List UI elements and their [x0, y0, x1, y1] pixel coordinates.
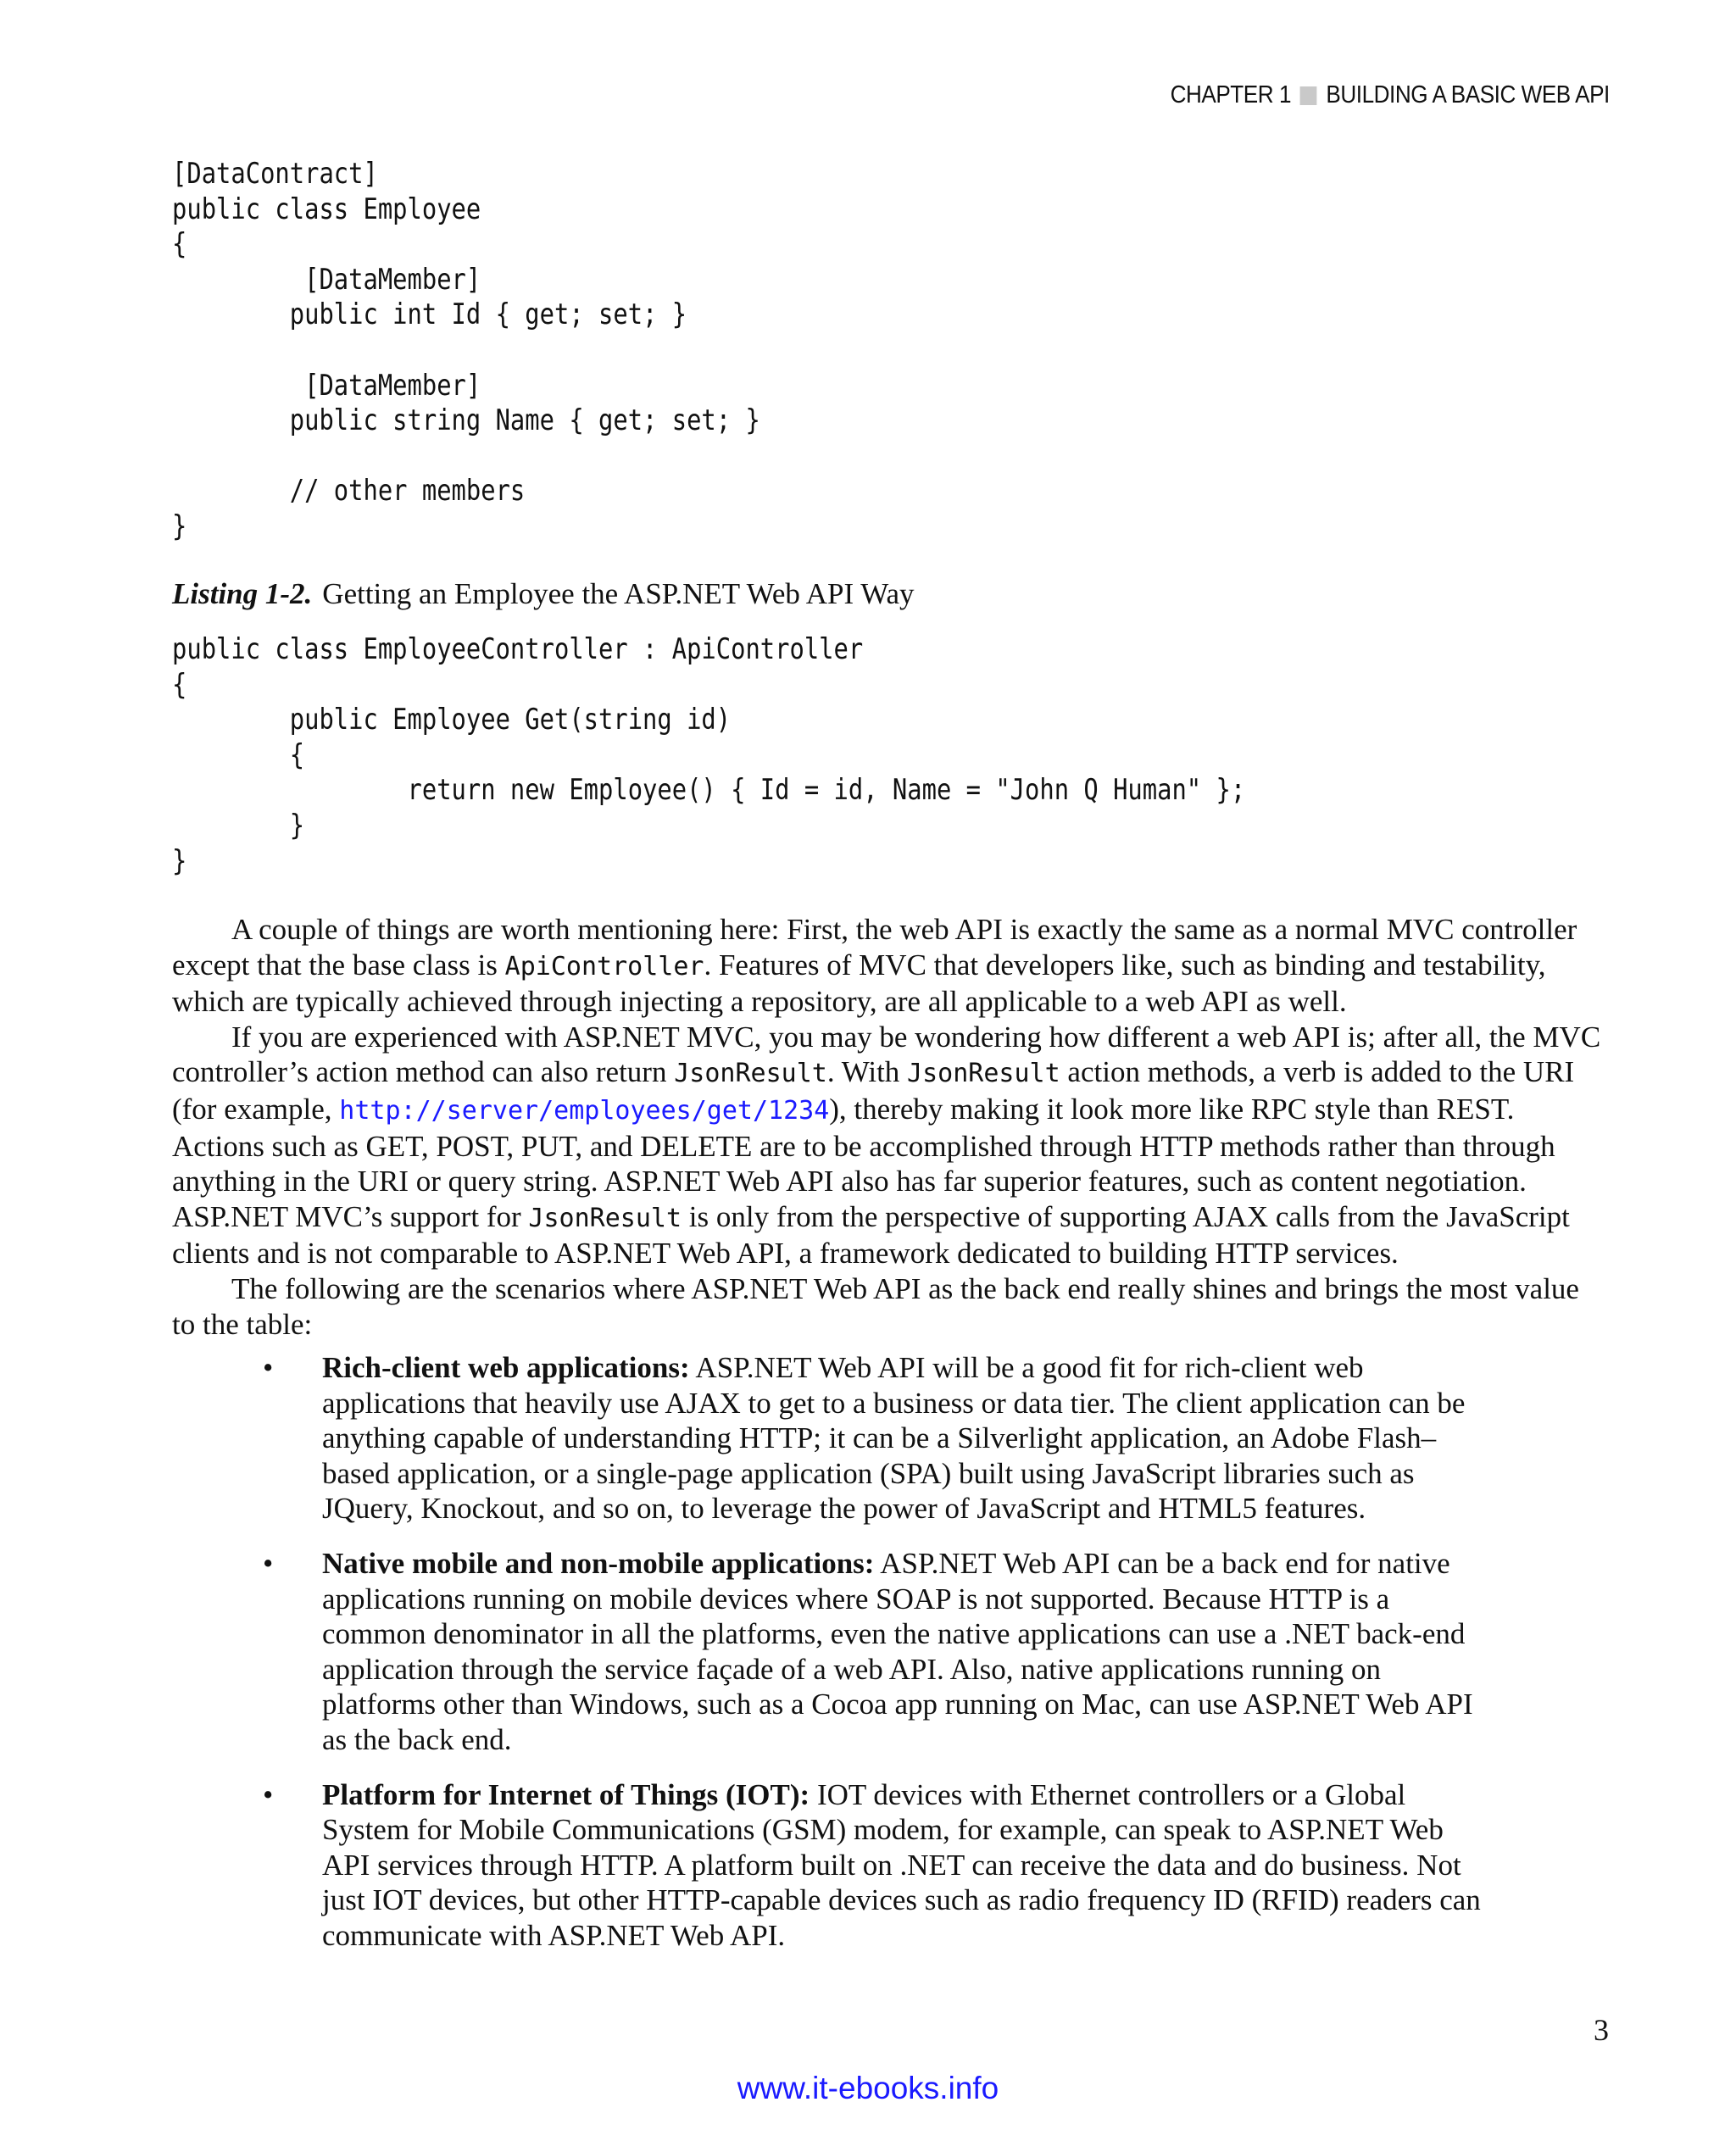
code-line: public class Employee — [172, 192, 481, 225]
bullet-icon: • — [263, 1351, 274, 1384]
bullet-icon: • — [263, 1777, 274, 1811]
list-item — [263, 1777, 1483, 1954]
code-line: public Employee Get(string id) — [172, 703, 732, 737]
chapter-title: BUILDING A BASIC WEB API — [1326, 81, 1610, 108]
text-run: action methods, a verb is added to the URI (for example, — [172, 1055, 1575, 1126]
bullet-text: ASP.NET Web API will be a good fit for rich-client web applications that heavily use AJAX to get to a business or data tier. The client application can be anything capable of understanding HTTP; it can be a Silverlight application, an Adobe Flash–based application, or a single-page application (SPA) built using JavaScript libraries such as JQuery, Knockout, and so on, to leverage the power of JavaScript and HTML5 features. — [322, 1351, 1466, 1526]
list-item — [263, 1546, 1483, 1758]
text-run: is only from the perspective of supporting AJAX calls from the JavaScript clients and is not comparable to ASP.NET Web API, a framework dedicated to building HTTP services. — [172, 1199, 1570, 1271]
bullet-text: IOT devices with Ethernet controllers or a Global System for Mobile Communications (GSM) modem, for example, can speak to ASP.NET Web API services through HTTP. A platform built on .NET can receive the data and do business. Not just IOT devices, but other HTTP-capable devices such as radio frequency ID (RFID) readers can communicate with ASP.NET Web API. — [322, 1777, 1481, 1952]
listing-label: Listing 1-2. — [172, 577, 313, 610]
code-line: { — [172, 667, 187, 701]
paragraph — [172, 912, 1605, 1020]
code-line: // other members — [172, 474, 526, 508]
listing-title: Getting an Employee the ASP.NET Web API Way — [322, 577, 915, 610]
text-run: ), thereby making it look more like RPC style than REST. Actions such as GET, POST, PUT, and DELETE are to be accomplished through HTTP methods rather than through anything in the URI or query string. ASP.NET Web API also has far superior features, such as content negotiation. ASP.NET MVC’s support for — [172, 1092, 1555, 1233]
bullet-term: Platform for Internet of Things (IOT): — [322, 1777, 810, 1811]
listing-caption — [172, 576, 915, 612]
bullet-icon: • — [263, 1546, 274, 1580]
text-run: A couple of things are worth mentioning here: First, the web API is exactly the same as a normal MVC controller except that the base class is — [172, 913, 1577, 982]
separator-square-icon — [1300, 86, 1317, 105]
text-run: . With — [826, 1055, 908, 1089]
code-line: } — [172, 509, 187, 542]
code-line: public int Id { get; set; } — [172, 298, 687, 331]
chapter-label: CHAPTER 1 — [1170, 81, 1292, 108]
paragraph: The following are the scenarios where ASP.NET Web API as the back end really shines and brings the most value to the table: — [172, 1271, 1579, 1341]
inline-code: ApiController — [504, 951, 704, 982]
list-item — [263, 1350, 1483, 1527]
example-url-link[interactable]: http://server/employees/get/1234 — [339, 1095, 830, 1126]
running-header — [1171, 81, 1610, 109]
code-line: } — [172, 843, 187, 877]
inline-code: JsonResult — [674, 1059, 827, 1089]
page-number: 3 — [1594, 2013, 1609, 2047]
code-listing-1 — [172, 156, 760, 544]
code-line: public class EmployeeController : ApiController — [172, 632, 864, 665]
code-line: public string Name { get; set; } — [172, 403, 760, 437]
code-line: [DataContract] — [172, 157, 378, 190]
inline-code: JsonResult — [528, 1203, 682, 1233]
footer-link[interactable]: www.it-ebooks.info — [737, 2071, 999, 2105]
code-line: { — [172, 737, 305, 771]
text-run: . Features of MVC that developers like, such as binding and testability, which are typically achieved through injecting a repository, are all applicable to a web API as well. — [172, 948, 1546, 1019]
code-line: return new Employee() { Id = id, Name = "John Q Human" }; — [172, 773, 1246, 807]
code-line: } — [172, 808, 305, 842]
code-listing-2 — [172, 631, 1245, 878]
text-run: If you are experienced with ASP.NET MVC, you may be wondering how different a web API is; after all, the MVC controller’s action method can also return — [172, 1020, 1601, 1089]
body-text — [172, 912, 1605, 1342]
bullet-text: ASP.NET Web API can be a back end for native applications running on mobile devices where SOAP is not supported. Because HTTP is a common denominator in all the platforms, even the native applications can use a .NET back-end application through the service façade of a web API. Also, native applications running on platforms other than Windows, such as a Cocoa app running on Mac, can use ASP.NET Web API as the back end. — [322, 1546, 1473, 1756]
inline-code: JsonResult — [907, 1059, 1060, 1089]
scenario-list — [263, 1350, 1483, 1973]
paragraph — [172, 1020, 1605, 1271]
code-line: { — [172, 227, 187, 261]
code-line: [DataMember] — [172, 368, 481, 402]
code-line: [DataMember] — [172, 262, 481, 296]
bullet-term: Native mobile and non-mobile applications: — [322, 1546, 875, 1580]
bullet-term: Rich-client web applications: — [322, 1351, 690, 1384]
